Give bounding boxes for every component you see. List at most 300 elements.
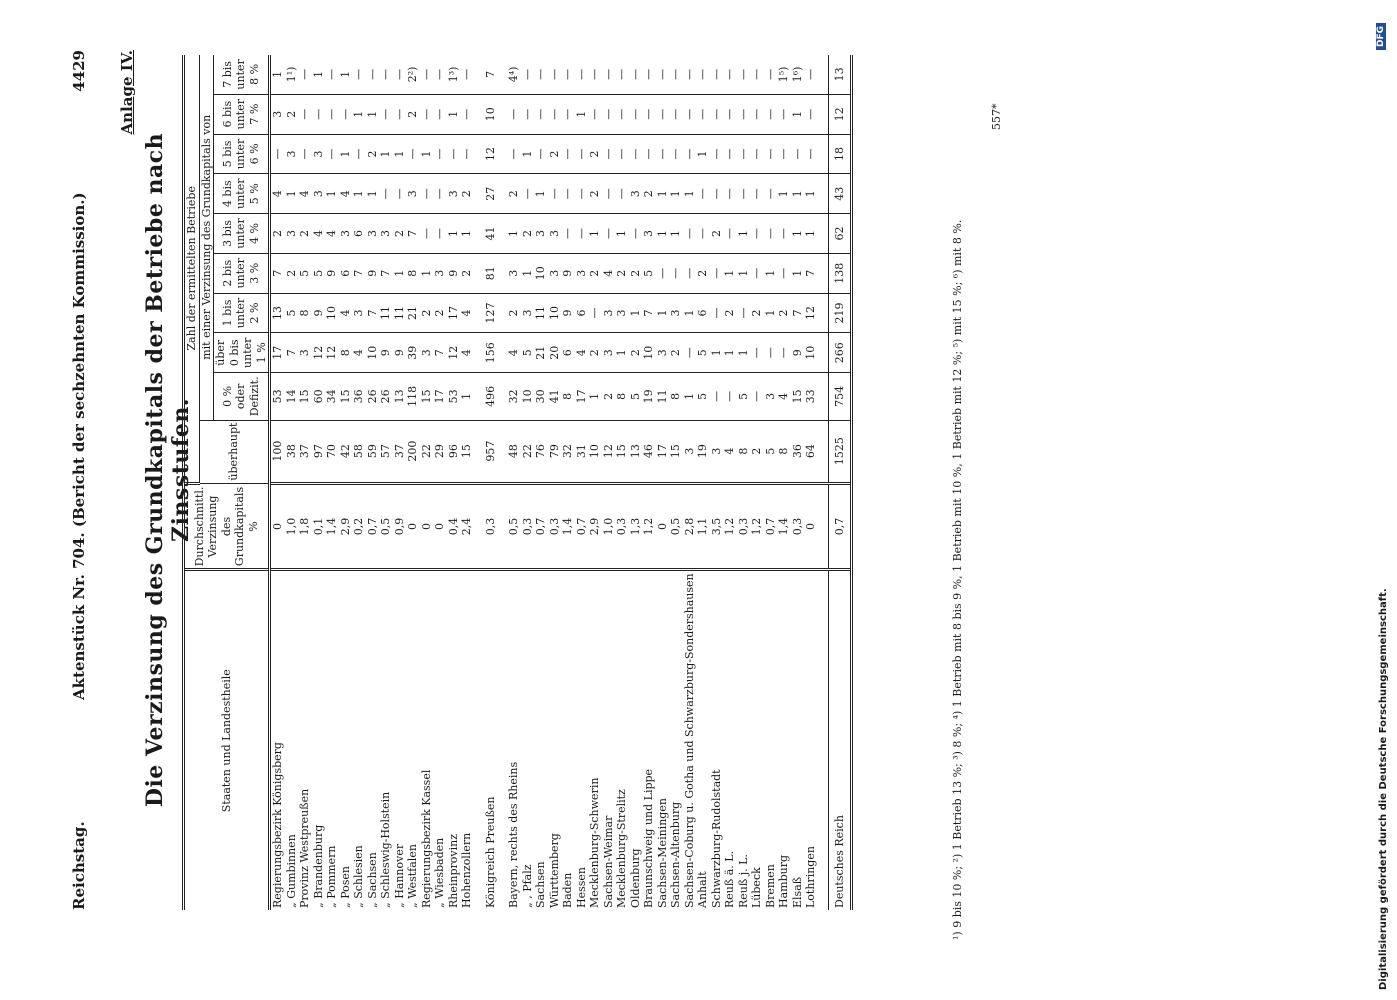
row-value: 12 [828,94,852,134]
row-value: — [629,134,643,174]
row-value: — [656,55,670,94]
row-avg: 1,1 [696,483,710,570]
table-row [642,55,656,910]
row-value: — [696,55,710,94]
row-total: 200 [406,420,420,483]
row-value: — [312,94,326,134]
row-value: — [696,94,710,134]
row-value: — [683,214,697,254]
row-value: — [379,94,393,134]
row-value: — [777,134,791,174]
row-value: — [683,253,697,293]
row-value: 20 [548,333,562,373]
row-value: 1 [352,174,366,214]
row-value: 1¹) [285,55,299,94]
row-value: 27 [484,174,498,214]
row-avg: 0 [656,483,670,570]
row-value: 4 [298,174,312,214]
row-avg: 1,2 [750,483,764,570]
row-total: 19 [696,420,710,483]
row-value: 3 [548,253,562,293]
row-value: 7 [352,253,366,293]
row-name: Deutsches Reich [828,570,852,910]
row-value: — [561,55,575,94]
table-row [339,55,353,910]
row-value: 18 [828,134,852,174]
row-value: 10 [548,293,562,333]
row-value: 2 [588,134,602,174]
row-value: 7 [791,293,805,333]
row-avg: 1,8 [298,483,312,570]
row-value: 53 [447,373,461,420]
row-value: 2 [615,253,629,293]
row-avg: 0,5 [379,483,393,570]
annex-label: Anlage IV. [118,50,136,135]
col-band: 5 bis unter 6 % [214,134,270,174]
row-value: 21 [406,293,420,333]
row-value: — [548,94,562,134]
row-value: 3 [312,174,326,214]
row-value: 156 [484,333,498,373]
footnotes: ¹) 9 bis 10 %; ²) 1 Betrieb 13 %; ³) 8 %; ⁴) 1 Betrieb mit 8 bis 9 %, 1 Betrieb mit 10 %, 1 Betrieb mit 12 %; ⁵) mit 15 %; ⁶) mit 8 %. [951,219,964,940]
row-value: — [521,55,535,94]
row-value: — [615,94,629,134]
row-value: — [737,94,751,134]
row-value: — [615,174,629,214]
row-name: Regierungsbezirk Kassel [419,769,433,908]
row-value: 3 [379,214,393,254]
row-total: 59 [366,420,380,483]
table-row [629,55,643,910]
row-value: 2 [548,134,562,174]
row-value: — [575,134,589,174]
row-name: „ Wiesbaden [433,837,446,908]
row-value: — [561,174,575,214]
row-name: Bayern, rechts des Rheins [507,761,520,908]
row-value: 1 [723,253,737,293]
table-row [696,55,710,910]
table-row [270,55,285,910]
row-value: — [656,94,670,134]
row-value: 13 [393,373,407,420]
row-value: 30 [534,373,548,420]
row-value: 1 [710,333,724,373]
row-name: Oldenburg [628,848,642,908]
row-value: 2 [629,253,643,293]
row-value: 15 [298,373,312,420]
row-value: — [615,55,629,94]
row-name: „ Pommern [325,845,338,908]
row-value: 11 [656,373,670,420]
row-value: — [629,55,643,94]
row-value: — [764,55,778,94]
row-total: 15 [615,420,629,483]
row-value: 2 [588,333,602,373]
row-avg: 0,7 [828,483,852,570]
row-name: Hessen [574,867,588,908]
row-value: — [737,174,751,214]
row-value: — [420,55,434,94]
row-value: 4⁴) [507,55,521,94]
row-total: 22 [521,420,535,483]
row-value: — [366,55,380,94]
row-value: 3 [642,214,656,254]
row-value: — [352,55,366,94]
row-avg: 2,9 [339,483,353,570]
row-value: — [561,214,575,254]
row-value: 19 [642,373,656,420]
row-value: — [683,55,697,94]
table-row [406,55,420,910]
row-value: 2 [460,174,474,214]
row-avg: 1,4 [777,483,791,570]
row-value: 3 [285,214,299,254]
row-value: 4 [352,333,366,373]
row-value: — [723,94,737,134]
row-name: Reuß ä. L. [723,850,736,908]
row-name: Mecklenburg-Schwerin [588,777,601,908]
row-total: 8 [737,420,751,483]
row-value: 3 [602,293,616,333]
row-avg: 3,5 [710,483,724,570]
row-total: 97 [312,420,326,483]
row-value: — [575,214,589,254]
row-name: „ , Pfalz [520,864,534,908]
row-avg: 0 [433,483,447,570]
row-value: 219 [828,293,852,333]
row-total: 5 [764,420,778,483]
row-value: 10 [642,333,656,373]
row-value: 266 [828,333,852,373]
row-value: — [696,214,710,254]
row-value: 1 [696,134,710,174]
row-value: 4 [507,333,521,373]
row-value: 7 [804,253,818,293]
table-row [507,55,521,910]
table-row [723,55,737,910]
row-name: Sachsen-Altenburg [669,801,682,908]
row-spacer [497,55,507,910]
row-value: — [406,134,420,174]
row-value: — [669,134,683,174]
dfg-logo: DFG [1376,23,1386,50]
row-value: 1 [393,253,407,293]
table-row [366,55,380,910]
row-name: „ Westfalen [406,844,419,908]
table-row [325,55,339,910]
row-name: Anhalt [696,871,709,908]
row-value: — [534,134,548,174]
row-value: 4 [602,253,616,293]
row-value: — [433,134,447,174]
row-value: 2 [710,214,724,254]
row-name: Rheinprovinz [446,833,460,908]
row-value: 2²) [406,55,420,94]
row-value: — [804,134,818,174]
row-value: — [723,373,737,420]
row-total: 64 [804,420,818,483]
col-band: 2 bis unter 3 % [214,253,270,293]
row-value: — [777,333,791,373]
row-value: 8 [339,333,353,373]
row-value: 3 [656,333,670,373]
row-value: — [534,94,548,134]
row-value: 6 [561,333,575,373]
row-value: 7 [285,333,299,373]
row-value: 3 [669,293,683,333]
row-value: 10 [484,94,498,134]
row-value: — [575,55,589,94]
row-value: 2 [602,373,616,420]
row-value: 3 [615,293,629,333]
row-value: 1⁶) [791,55,805,94]
row-value: — [433,214,447,254]
row-value: — [804,55,818,94]
row-value: 7 [366,293,380,333]
row-total: 2 [750,420,764,483]
row-value: 12 [312,333,326,373]
row-value: 2 [433,293,447,333]
row-value: 1 [352,94,366,134]
row-name: Hohenzollern [460,832,473,908]
row-avg: 0,3 [737,483,751,570]
row-value: 3 [534,214,548,254]
row-value: — [750,373,764,420]
row-avg: 1,4 [561,483,575,570]
row-value: — [433,55,447,94]
row-avg: 1,2 [642,483,656,570]
table-row [561,55,575,910]
row-avg: 0,2 [352,483,366,570]
row-name: Hamburg [777,854,790,908]
row-value: 3 [433,253,447,293]
row-value: — [642,55,656,94]
row-value: 1 [534,174,548,214]
row-value: 2 [723,293,737,333]
row-total: 3 [683,420,697,483]
col-band: 4 bis unter 5 % [214,174,270,214]
row-value: — [460,134,474,174]
row-value: 14 [285,373,299,420]
row-name: Sachsen-Meiningen [655,798,669,908]
row-value: 8 [406,253,420,293]
page-title: Die Verzinsung des Grundkapitals der Betriebe nach Zinsstufen. [142,132,194,808]
row-value: 1 [683,373,697,420]
row-value: — [298,94,312,134]
row-value: — [764,94,778,134]
row-value: 5 [696,333,710,373]
row-value: 3 [298,333,312,373]
row-value: — [629,214,643,254]
row-avg: 0 [406,483,420,570]
row-value: — [710,94,724,134]
row-value: — [393,94,407,134]
row-value: — [777,94,791,134]
row-name: Sachsen-Coburg u. Gotha und Schwarzburg-Sondershausen [682,573,696,908]
row-value: — [710,174,724,214]
row-value: — [656,253,670,293]
row-value: — [629,94,643,134]
row-value: 496 [484,373,498,420]
row-value: 127 [484,293,498,333]
row-value: — [750,253,764,293]
row-value: 1 [615,333,629,373]
row-value: 4 [777,373,791,420]
row-value: 2 [393,214,407,254]
row-value: 5 [312,253,326,293]
row-value: — [588,293,602,333]
row-value: — [507,134,521,174]
row-value: 1⁵) [777,55,791,94]
row-value: 4 [460,293,474,333]
row-value: 11 [379,293,393,333]
row-value: 1 [366,94,380,134]
row-value: 1 [521,253,535,293]
row-value: 15 [339,373,353,420]
row-total: 58 [352,420,366,483]
row-avg: 0 [804,483,818,570]
row-value: — [683,333,697,373]
row-total: 3 [710,420,724,483]
row-value: — [750,174,764,214]
row-value: 1 [764,293,778,333]
row-value: — [602,174,616,214]
row-value: 1 [447,94,461,134]
row-name: Königreich Preußen [483,796,497,908]
row-value: — [669,55,683,94]
row-value: 10 [534,253,548,293]
row-avg: 1,3 [629,483,643,570]
row-value: 1 [270,55,285,94]
row-value: 17 [447,293,461,333]
col-band: 1 bis unter 2 % [214,293,270,333]
row-value: 12 [325,333,339,373]
row-value: 2 [285,253,299,293]
table-row [683,55,697,910]
row-value: 26 [379,373,393,420]
table-row [393,55,407,910]
row-value: — [656,134,670,174]
row-name: Reuß j. L. [736,854,750,908]
row-value: 5 [737,373,751,420]
row-value: 60 [312,373,326,420]
table-row [447,55,461,910]
row-value: 1 [521,134,535,174]
row-name: „ Hannover [392,843,406,908]
col-band: 7 bis unter 8 % [214,55,270,94]
row-value: — [575,174,589,214]
table-row [460,55,474,910]
row-value: 3 [339,214,353,254]
row-avg: 0,9 [393,483,407,570]
row-value: 7 [484,55,498,94]
row-value: — [710,55,724,94]
row-value: 2 [507,293,521,333]
row-value: — [561,94,575,134]
row-value: 81 [484,253,498,293]
row-value: 15 [791,373,805,420]
row-value: 1 [791,174,805,214]
row-value: 1 [656,174,670,214]
row-value: 6 [575,293,589,333]
row-value: — [588,94,602,134]
col-states: Staaten und Landestheile [184,570,270,910]
row-value: 3 [764,373,778,420]
row-value: — [460,94,474,134]
row-avg: 0 [270,483,285,570]
table-row [298,55,312,910]
row-value: 3 [575,253,589,293]
row-value: 1 [420,134,434,174]
row-value: 2 [460,253,474,293]
row-value: 2 [366,134,380,174]
row-value: — [325,94,339,134]
row-value: — [683,134,697,174]
row-avg: 0,1 [312,483,326,570]
table-row [285,55,299,910]
row-value: — [602,214,616,254]
row-value: — [710,134,724,174]
row-value: — [548,174,562,214]
row-name: Schwarzburg-Rudolstadt [709,769,723,908]
row-value: 7 [642,293,656,333]
table-row [656,55,670,910]
row-value: 1 [791,253,805,293]
row-total: 57 [379,420,393,483]
row-avg: 0,5 [669,483,683,570]
row-value: 15 [420,373,434,420]
row-value: — [433,174,447,214]
row-value: 1 [669,214,683,254]
row-value: 2 [406,94,420,134]
header-center: Aktenstück Nr. 704. (Bericht der sechzehnten Kommission.) [70,192,88,700]
row-value: 3 [548,214,562,254]
row-value: — [534,55,548,94]
row-value: — [460,55,474,94]
row-value: 33 [804,373,818,420]
row-value: 8 [615,373,629,420]
row-value: 10 [804,333,818,373]
row-value: 9 [366,253,380,293]
row-value: 9 [312,293,326,333]
row-value: — [669,253,683,293]
row-value: — [379,55,393,94]
row-value: 5 [285,293,299,333]
row-spacer [818,55,829,910]
row-value: 62 [828,214,852,254]
row-value: 4 [460,333,474,373]
col-subgroup: mit einer Verzinsung des Grundkapitals von [199,55,214,420]
row-value: — [420,214,434,254]
row-value: — [339,94,353,134]
row-avg: 0,7 [366,483,380,570]
row-value: 1 [588,214,602,254]
row-avg: 2,9 [588,483,602,570]
row-name: „ Schlesien [352,845,365,908]
row-value: 1 [460,373,474,420]
row-avg: 2,8 [683,483,697,570]
table-row [828,55,852,910]
row-total: 38 [285,420,299,483]
row-value: 1 [420,253,434,293]
row-total: 957 [484,420,498,483]
row-name: „ Posen [338,865,352,908]
row-value: 6 [339,253,353,293]
row-value: 4 [339,293,353,333]
row-value: 1 [669,174,683,214]
row-value: 1 [737,253,751,293]
row-value: — [521,174,535,214]
